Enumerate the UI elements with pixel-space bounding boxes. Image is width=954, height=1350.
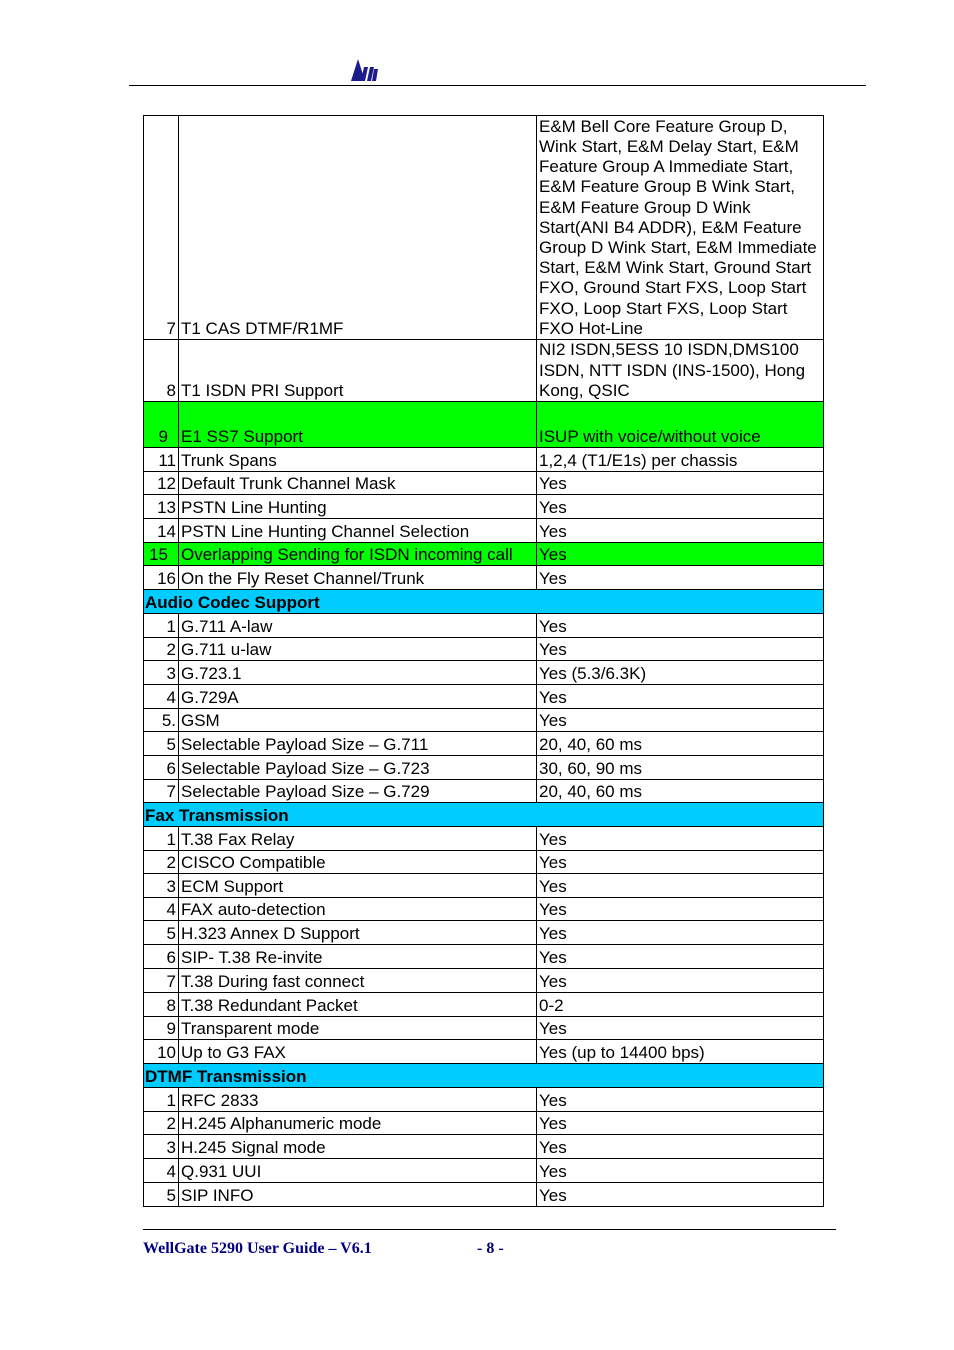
value-cell: Yes bbox=[537, 921, 824, 945]
table-row bbox=[144, 472, 824, 495]
value-cell: 30, 60, 90 ms bbox=[537, 756, 824, 780]
value-cell: 20, 40, 60 ms bbox=[537, 732, 824, 756]
table-row bbox=[144, 1159, 824, 1183]
row-number: 4 bbox=[144, 1159, 179, 1183]
table-row bbox=[144, 756, 824, 780]
table-row bbox=[144, 566, 824, 590]
value-cell: 20, 40, 60 ms bbox=[537, 780, 824, 803]
table-row bbox=[144, 1017, 824, 1040]
footer-rule bbox=[143, 1229, 836, 1230]
row-number: 12 bbox=[144, 472, 179, 495]
feature-cell: Trunk Spans bbox=[179, 448, 537, 472]
value-cell: Yes bbox=[537, 1088, 824, 1112]
value-cell: Yes bbox=[537, 945, 824, 969]
feature-cell: ECM Support bbox=[179, 874, 537, 898]
feature-cell: Q.931 UUI bbox=[179, 1159, 537, 1183]
feature-cell: G.711 A-law bbox=[179, 614, 537, 638]
value-cell: Yes bbox=[537, 827, 824, 851]
feature-cell: Transparent mode bbox=[179, 1017, 537, 1040]
row-number: 3 bbox=[144, 1135, 179, 1159]
value-cell: Yes bbox=[537, 519, 824, 543]
feature-cell: E1 SS7 Support bbox=[179, 402, 537, 448]
row-number: 1 bbox=[144, 1088, 179, 1112]
section-header-dtmf bbox=[144, 1064, 824, 1088]
footer-document-title: WellGate 5290 User Guide – V6.1 bbox=[143, 1240, 372, 1257]
feature-cell: SIP- T.38 Re-invite bbox=[179, 945, 537, 969]
value-cell: Yes bbox=[537, 685, 824, 709]
row-number: 3 bbox=[144, 661, 179, 685]
row-number: 9 bbox=[144, 402, 179, 448]
feature-cell: T.38 Redundant Packet bbox=[179, 993, 537, 1017]
row-number: 2 bbox=[144, 851, 179, 874]
feature-cell: G.729A bbox=[179, 685, 537, 709]
feature-cell: FAX auto-detection bbox=[179, 898, 537, 921]
value-cell: Yes (up to 14400 bps) bbox=[537, 1040, 824, 1064]
value-cell: 1,2,4 (T1/E1s) per chassis bbox=[537, 448, 824, 472]
feature-cell: Default Trunk Channel Mask bbox=[179, 472, 537, 495]
feature-cell: Selectable Payload Size – G.723 bbox=[179, 756, 537, 780]
feature-cell: T1 CAS DTMF/R1MF bbox=[179, 116, 537, 340]
value-cell: Yes bbox=[537, 638, 824, 661]
table-row bbox=[144, 495, 824, 519]
table-row bbox=[144, 614, 824, 638]
table-row bbox=[144, 685, 824, 709]
feature-cell: GSM bbox=[179, 709, 537, 732]
row-number: 5 bbox=[144, 732, 179, 756]
table-row bbox=[144, 732, 824, 756]
table-row-highlighted bbox=[144, 543, 824, 566]
value-cell: Yes bbox=[537, 874, 824, 898]
value-cell: Yes bbox=[537, 614, 824, 638]
feature-cell: Selectable Payload Size – G.729 bbox=[179, 780, 537, 803]
value-cell: E&M Bell Core Feature Group D, Wink Start, E&M Delay Start, E&M Feature Group A Immediate Start, E&M Feature Group B Wink Start, E&M Feature Group D Wink Start(ANI B4 ADDR), E&M Feature Group D Wink Start, E&M Immediate Start, E&M Wink Start, Ground Start FXO, Ground Start FXS, Loop Start FXO, Loop Start FXS, Loop Start FXO Hot-Line bbox=[537, 116, 824, 340]
table-row bbox=[144, 1112, 824, 1135]
feature-cell: PSTN Line Hunting Channel Selection bbox=[179, 519, 537, 543]
value-cell: Yes bbox=[537, 898, 824, 921]
row-number: 1 bbox=[144, 614, 179, 638]
feature-cell: RFC 2833 bbox=[179, 1088, 537, 1112]
value-cell: Yes bbox=[537, 851, 824, 874]
value-cell: Yes bbox=[537, 1017, 824, 1040]
table-row bbox=[144, 1088, 824, 1112]
feature-cell: G.711 u-law bbox=[179, 638, 537, 661]
table-row bbox=[144, 519, 824, 543]
table-row bbox=[144, 1040, 824, 1064]
feature-cell: CISCO Compatible bbox=[179, 851, 537, 874]
row-number: 1 bbox=[144, 827, 179, 851]
section-title: Audio Codec Support bbox=[144, 590, 824, 614]
value-cell: Yes bbox=[537, 495, 824, 519]
row-number: 4 bbox=[144, 685, 179, 709]
feature-cell: SIP INFO bbox=[179, 1183, 537, 1207]
feature-cell: T.38 Fax Relay bbox=[179, 827, 537, 851]
row-number: 11 bbox=[144, 448, 179, 472]
table-row bbox=[144, 1135, 824, 1159]
row-number: 2 bbox=[144, 1112, 179, 1135]
table-row-highlighted bbox=[144, 402, 824, 448]
feature-cell: On the Fly Reset Channel/Trunk bbox=[179, 566, 537, 590]
table-row bbox=[144, 921, 824, 945]
feature-cell: Overlapping Sending for ISDN incoming call bbox=[179, 543, 537, 566]
value-cell: Yes bbox=[537, 709, 824, 732]
feature-cell: T.38 During fast connect bbox=[179, 969, 537, 993]
feature-cell: Up to G3 FAX bbox=[179, 1040, 537, 1064]
row-number: 15 bbox=[144, 543, 179, 566]
value-cell: 0-2 bbox=[537, 993, 824, 1017]
feature-cell: G.723.1 bbox=[179, 661, 537, 685]
value-cell: Yes (5.3/6.3K) bbox=[537, 661, 824, 685]
section-header-audio-codec bbox=[144, 590, 824, 614]
table-row bbox=[144, 448, 824, 472]
feature-cell: H.323 Annex D Support bbox=[179, 921, 537, 945]
table-row bbox=[144, 661, 824, 685]
feature-cell: H.245 Signal mode bbox=[179, 1135, 537, 1159]
row-number: 5 bbox=[144, 1183, 179, 1207]
value-cell: Yes bbox=[537, 472, 824, 495]
table-row bbox=[144, 340, 824, 402]
table-row bbox=[144, 709, 824, 732]
row-number: 16 bbox=[144, 566, 179, 590]
feature-cell: Selectable Payload Size – G.711 bbox=[179, 732, 537, 756]
table-row bbox=[144, 898, 824, 921]
section-header-fax bbox=[144, 803, 824, 827]
row-number: 7 bbox=[144, 780, 179, 803]
row-number: 8 bbox=[144, 340, 179, 402]
row-number: 9 bbox=[144, 1017, 179, 1040]
table-row bbox=[144, 116, 824, 340]
feature-cell: H.245 Alphanumeric mode bbox=[179, 1112, 537, 1135]
header-rule bbox=[129, 85, 866, 86]
table-row bbox=[144, 874, 824, 898]
table-row bbox=[144, 1183, 824, 1207]
section-title: DTMF Transmission bbox=[144, 1064, 824, 1088]
row-number: 4 bbox=[144, 898, 179, 921]
row-number: 2 bbox=[144, 638, 179, 661]
table-row bbox=[144, 638, 824, 661]
value-cell: Yes bbox=[537, 1159, 824, 1183]
row-number: 6 bbox=[144, 945, 179, 969]
feature-table bbox=[143, 115, 824, 1207]
value-cell: NI2 ISDN,5ESS 10 ISDN,DMS100 ISDN, NTT ISDN (INS-1500), Hong Kong, QSIC bbox=[537, 340, 824, 402]
row-number: 5 bbox=[144, 921, 179, 945]
value-cell: Yes bbox=[537, 1112, 824, 1135]
table-row bbox=[144, 827, 824, 851]
value-cell: Yes bbox=[537, 543, 824, 566]
value-cell: ISUP with voice/without voice bbox=[537, 402, 824, 448]
company-logo-icon bbox=[349, 55, 379, 83]
value-cell: Yes bbox=[537, 969, 824, 993]
row-number: 7 bbox=[144, 116, 179, 340]
row-number: 5. bbox=[144, 709, 179, 732]
row-number: 7 bbox=[144, 969, 179, 993]
row-number: 13 bbox=[144, 495, 179, 519]
table-row bbox=[144, 851, 824, 874]
row-number: 6 bbox=[144, 756, 179, 780]
row-number: 8 bbox=[144, 993, 179, 1017]
row-number: 10 bbox=[144, 1040, 179, 1064]
table-row bbox=[144, 945, 824, 969]
footer-page-number: - 8 - bbox=[477, 1240, 504, 1257]
value-cell: Yes bbox=[537, 1135, 824, 1159]
feature-cell: PSTN Line Hunting bbox=[179, 495, 537, 519]
table-row bbox=[144, 969, 824, 993]
feature-cell: T1 ISDN PRI Support bbox=[179, 340, 537, 402]
table-row bbox=[144, 993, 824, 1017]
section-title: Fax Transmission bbox=[144, 803, 824, 827]
row-number: 3 bbox=[144, 874, 179, 898]
value-cell: Yes bbox=[537, 566, 824, 590]
row-number: 14 bbox=[144, 519, 179, 543]
table-row bbox=[144, 780, 824, 803]
value-cell: Yes bbox=[537, 1183, 824, 1207]
